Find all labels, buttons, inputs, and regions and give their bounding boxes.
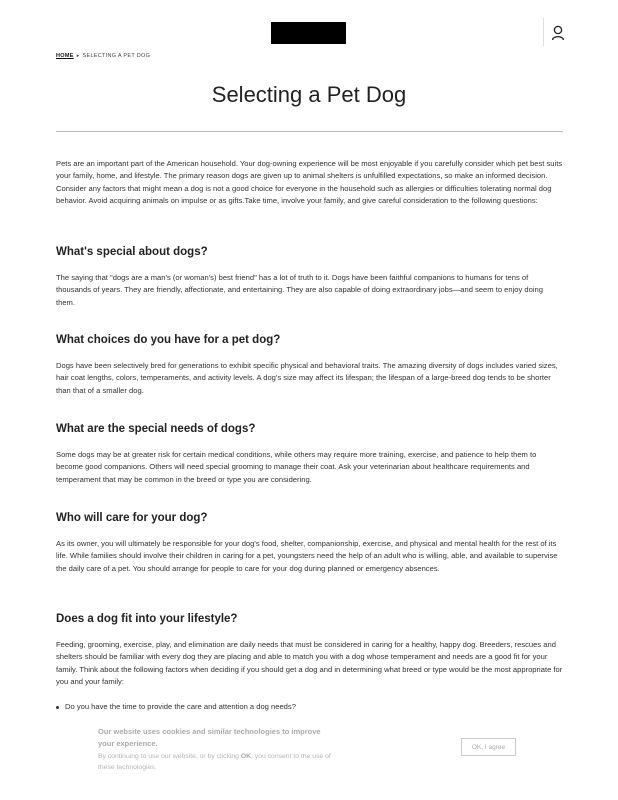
section-heading: What's special about dogs? <box>56 246 208 258</box>
breadcrumb-home-link[interactable]: HOME <box>56 53 74 59</box>
cookie-agree-button[interactable]: OK, I agree <box>461 738 516 756</box>
section-heading: Does a dog fit into your lifestyle? <box>56 613 238 625</box>
cookie-banner <box>0 718 618 800</box>
section-paragraph: The saying that "dogs are a man's (or woman's) best friend" has a lot of truth to it. Dogs have been faithful companions to humans for tens of thousands of years. They are friendly, affectionate, and entertaining. They are also capable of doing extraordinary jobs—and seem to enjoy doing them. <box>56 273 544 307</box>
section-heading: Who will care for your dog? <box>56 512 208 524</box>
list-item <box>56 702 296 711</box>
section-paragraph: Dogs have been selectively bred for generations to exhibit specific physical and behavioral traits. The amazing diversity of dogs includes varied sizes, hair coat lengths, colors, temperaments, and activity levels. A dog's size may affect its lifespan; the lifespan of a large-breed dog tends to be shorter than that of a smaller dog. <box>56 361 558 395</box>
cookie-title: Our website uses cookies and similar technologies to improve your experience. <box>98 727 321 748</box>
cookie-text-prefix: By continuing to use our website, or by clicking <box>98 753 241 760</box>
section-paragraph: Feeding, grooming, exercise, play, and elimination are daily needs that must be considered in caring for a healthy, happy dog. Breeders, rescues and shelters should be familiar with every dog they are placing and able to match you with a dog whose temperament and needs are a good fit for your family. Think about the following factors when deciding if you should get a dog and in determining what breed or type would be the most appropriate for you and your family: <box>56 640 563 686</box>
page-title: Selecting a Pet Dog <box>211 82 407 107</box>
account-button[interactable] <box>550 24 566 42</box>
user-icon <box>550 24 566 42</box>
cookie-text <box>98 751 338 773</box>
section-paragraph: Some dogs may be at greater risk for certain medical conditions, while others may require more training, exercise, and patience to help them to become good companions. Others will need special grooming to manage their coat. Ask your veterinarian about healthcare requirements and temperament that may be common in the breed or type you are considering. <box>56 450 537 484</box>
cookie-text-ok: OK <box>240 753 252 760</box>
header-divider <box>543 18 544 46</box>
section-heading: What are the special needs of dogs? <box>56 423 256 435</box>
section-paragraph: As its owner, you will ultimately be responsible for your dog's food, shelter, companionship, exercise, and physical and mental health for the rest of its life. While families should involve their children in caring for a pet, youngsters need the help of an adult who is willing, able, and available to supervise the daily care of a pet. You should arrange for people to care for your dog during planned or emergency absences. <box>56 539 558 573</box>
site-logo[interactable] <box>271 22 346 44</box>
breadcrumb <box>56 53 150 59</box>
section-heading: What choices do you have for a pet dog? <box>56 334 281 346</box>
cookie-text-suffix: , you consent to the use of these technologies. <box>98 753 331 771</box>
intro-paragraph: Pets are an important part of the American household. Your dog-owning experience will be most enjoyable if you carefully consider which pet best suits your family, home, and lifestyle. The primary reason dogs are given up to animal shelters is unfulfilled expectations, so make an informed decision. Consider any factors that might mean a dog is not a good choice for everyone in the household such as allergies or difficulties tolerating normal dog behavior. Avoid acquiring animals on impulse or as gifts.Take time, involve your family, and give careful consideration to the following questions: <box>56 159 563 205</box>
breadcrumb-current: SELECTING A PET DOG <box>82 53 151 59</box>
chevron-right-icon: ▸ <box>76 53 80 59</box>
title-divider <box>56 131 563 132</box>
list-item-text: Do you have the time to provide the care and attention a dog needs? <box>65 702 296 711</box>
site-header <box>0 0 618 50</box>
bullet-icon <box>56 706 59 709</box>
